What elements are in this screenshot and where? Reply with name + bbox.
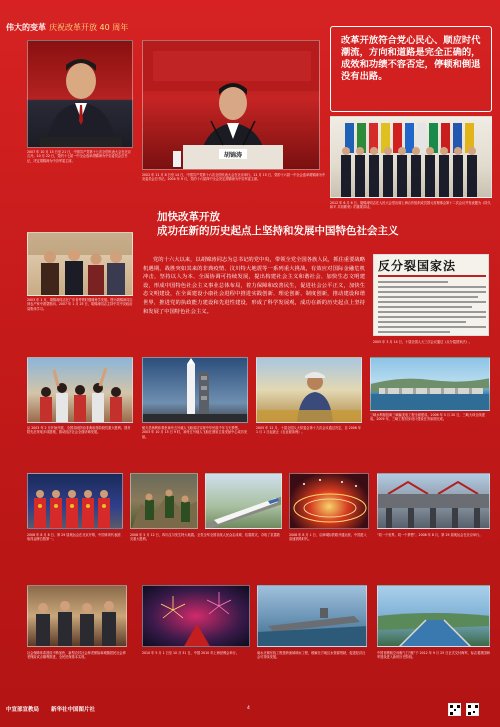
three-gorges-dam-photo xyxy=(370,357,490,411)
main-title-line1: 加快改革开放 xyxy=(157,211,220,223)
medal-ceremony-photo xyxy=(27,473,123,529)
aircraft-carrier-photo xyxy=(257,585,367,647)
caption-10: 2008 年 8 月 8 日，第 29 届奥运会在北京开幕，中国体育代表团取得金牌总数第一。 xyxy=(27,533,121,542)
celebration-photo xyxy=(27,357,133,423)
portrait-photo xyxy=(27,40,133,148)
header-subtitle: 庆祝改革开放 40 周年 xyxy=(49,23,129,32)
family-visit-photo xyxy=(27,232,133,296)
caption-3: 2012 年 6 月 6 日，胡锦涛同志在人民大会堂出席上海合作组织成员国元首理事会第十二次会议并发表题为《持久和平 共同繁荣》的重要讲话。 xyxy=(330,201,491,210)
caption-4: 2003 年 1 月，胡锦涛同志在广东省考察时强调科学发展。图为胡锦涛同志到农户家中看望慰问。2007 年 1 月 25 日，胡锦涛同志主持中共中央政治局集体学习。 xyxy=(27,298,133,311)
qr-code-icon xyxy=(466,703,479,716)
caption-8: 2005 年 12 月，十届全国人大常委会第十九次会议通过决定，自 2006 年 1 月 1 日起废止《农业税条例》。 xyxy=(256,426,362,435)
caption-11: 2008 年 5 月 12 日，四川汶川发生特大地震。全党全军全国各族人民众志成城、抗震救灾，夺取了抗震救灾重大胜利。 xyxy=(130,533,280,542)
caption-9: 三峡水利枢纽和三峡输变电工程全面建成。2006 年 5 月 20 日，三峡大坝全线建成。2009 年，三峡工程初步设计建设任务如期完成。 xyxy=(370,413,485,422)
caption-12: 2008 年 8 月 1 日，京津城际铁路开通运营，中国进入高速铁路时代。 xyxy=(289,533,367,542)
caption-17: 中国首艘航空母舰“辽宁舰”于 2012 年 9 月 25 日正式交付海军，标志着我国海军建设进入新的历史阶段。 xyxy=(377,651,490,660)
page-number: 4 xyxy=(247,706,250,711)
caption-15: 社会保障体系建设不断加快，新型农村社会养老保险和城镇居民社会养老保险试点顺利推进，全民医保基本实现。 xyxy=(27,651,126,660)
expo-fireworks-photo xyxy=(142,585,250,647)
caption-2: 2002 年 11 月 8 日至 14 日，中国共产党第十六次全国代表大会在北京举行。11 月 15 日，党的十六届一中全会选举胡锦涛为中央委员会总书记。2004 年 9 月，党的十六届四中全会决定胡锦涛为中央军委主席。 xyxy=(142,173,326,182)
header-title: 伟大的变革 xyxy=(6,23,46,32)
newspaper-clipping xyxy=(373,254,489,336)
high-speed-rail-photo xyxy=(205,473,282,529)
portrait-nameplate: 胡锦涛 xyxy=(223,152,242,159)
canal-photo xyxy=(377,585,490,647)
main-title-line2: 成功在新的历史起点上坚持和发展中国特色社会主义 xyxy=(157,225,399,237)
water-project-photo xyxy=(377,473,490,529)
caption-7: 航天员杨利伟乘坐神舟五号载人飞船成功实现中华民族千年飞天梦想。2003 年 10 月 15 日 9 时，神舟五号载人飞船在酒泉卫星发射中心成功发射。 xyxy=(142,426,248,439)
footer-credits xyxy=(6,705,107,713)
rocket-launch-photo xyxy=(142,357,248,423)
qr-code-icon xyxy=(448,703,461,716)
quote-box: 改革开放符合党心民心、顺应时代潮流，方向和道路是完全正确的，成效和功绩不容否定，停顿和倒退没有出路。 xyxy=(330,26,492,112)
caption-16: 2010 年 5 月 1 日至 10 月 31 日，中国 2010 年上海世博会举行。 xyxy=(142,651,239,655)
farmer-photo xyxy=(256,357,362,423)
body-paragraph: 党的十六大以来，以胡锦涛同志为总书记的党中央，带领全党全国各族人民，抓住重要战略机遇期，战胜突如其来的非典疫情、汶川特大地震等一系列重大挑战，有效应对国际金融危机冲击，坚持以人为本、全面协调可持续发展，提出构建社会主义和谐社会、加快生态文明建设，形成中国特色社会主义事业总体布局，着力保障和改善民生，促进社会公平正义，加快生态文明建设，在全面建设小康社会进程中推进实践创新、理论创新、制度创新，推动建设和谐世界，推进党的执政能力建设和先进性建设，形成了科学发展观，成功在新的历史起点上坚持和发展了中国特色社会主义。 xyxy=(143,257,365,315)
footer-org-1: 中宣部宣教局 xyxy=(6,707,40,713)
earthquake-rescue-photo xyxy=(130,473,198,529)
caption-5: 2005 年 3 月 14 日，十届全国人大三次会议通过《反分裂国家法》。 xyxy=(373,340,472,344)
footer-org-2: 新华社中国图片社 xyxy=(51,707,96,713)
caption-13: “同一个世界，同一个梦想”。2008 年 8 月，第 29 届奥运会在北京举行。 xyxy=(377,533,483,537)
olympic-opening-photo xyxy=(289,473,369,529)
speech-photo xyxy=(142,40,320,170)
caption-18: 南水北调东线工程是跨流域调水工程，缓解北方地区水资源短缺，促进经济社会可持续发展。 xyxy=(257,651,366,660)
newspaper-title: 反分裂国家法 xyxy=(378,259,457,273)
main-title xyxy=(157,210,477,238)
caption-1: 2007 年 10 月 15 日至 21 日，中国共产党第十七次全国代表大会在北京召开。10 月 22 日，党的十七届一中全会选举胡锦涛为中央委员会总书记，决定胡锦涛为中央军委主席。 xyxy=(27,150,131,163)
elderly-care-photo xyxy=(27,585,127,647)
summit-photo xyxy=(330,116,492,198)
caption-6: 从 2003 年 2 月开始开展，全国各地防治非典取得阶段性重大胜利。国务院先后采取多项措施，推动经济社会全面协调发展。 xyxy=(27,426,131,435)
section-header xyxy=(6,22,128,33)
